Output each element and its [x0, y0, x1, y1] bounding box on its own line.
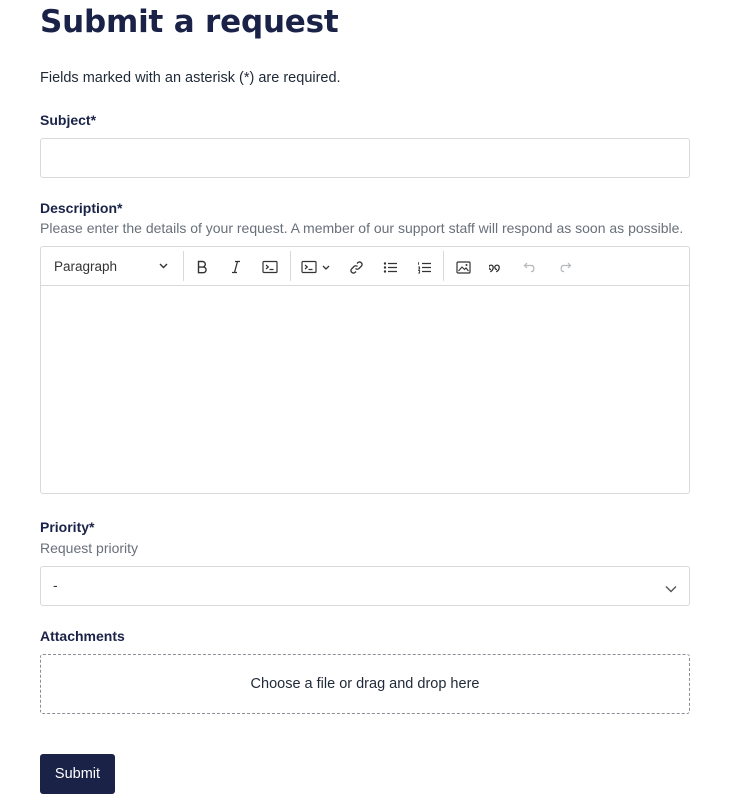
redo-icon[interactable] — [553, 256, 575, 278]
blockquote-icon[interactable] — [485, 256, 507, 278]
toolbar-separator — [290, 251, 291, 281]
submit-button[interactable]: Submit — [40, 754, 115, 794]
editor-toolbar — [41, 247, 689, 286]
required-fields-note: Fields marked with an asterisk (*) are required. — [40, 70, 341, 86]
code-icon[interactable] — [259, 256, 281, 278]
attachments-dropzone[interactable] — [40, 654, 690, 714]
priority-select[interactable] — [40, 566, 690, 606]
chevron-down-icon — [159, 260, 168, 272]
attachments-label: Attachments — [40, 628, 125, 644]
priority-select-value: - — [53, 577, 58, 593]
numbered-list-icon[interactable] — [413, 256, 435, 278]
bulleted-list-icon[interactable] — [379, 256, 401, 278]
priority-label: Priority* — [40, 519, 95, 535]
subject-input[interactable] — [40, 138, 690, 178]
description-editor — [40, 246, 690, 494]
heading-select[interactable] — [46, 252, 176, 280]
priority-hint: Request priority — [40, 540, 139, 556]
image-icon[interactable] — [452, 256, 474, 278]
bold-icon[interactable] — [191, 256, 213, 278]
code-block-icon[interactable] — [298, 256, 320, 278]
chevron-down-icon — [665, 580, 677, 598]
italic-icon[interactable] — [225, 256, 247, 278]
toolbar-separator — [443, 251, 444, 281]
subject-label: Subject* — [40, 112, 97, 128]
undo-icon[interactable] — [519, 256, 541, 278]
heading-select-value: Paragraph — [54, 258, 118, 274]
toolbar-separator — [183, 251, 184, 281]
description-hint: Please enter the details of your request. A member of our support staff will respond as soon as possible. — [40, 220, 684, 236]
dropzone-text: Choose a file or drag and drop here — [250, 676, 480, 692]
page-title: Submit a request — [40, 4, 339, 40]
description-label: Description* — [40, 200, 123, 216]
description-editor-content[interactable] — [41, 286, 689, 493]
chevron-down-icon[interactable] — [320, 256, 332, 278]
link-icon[interactable] — [345, 256, 367, 278]
